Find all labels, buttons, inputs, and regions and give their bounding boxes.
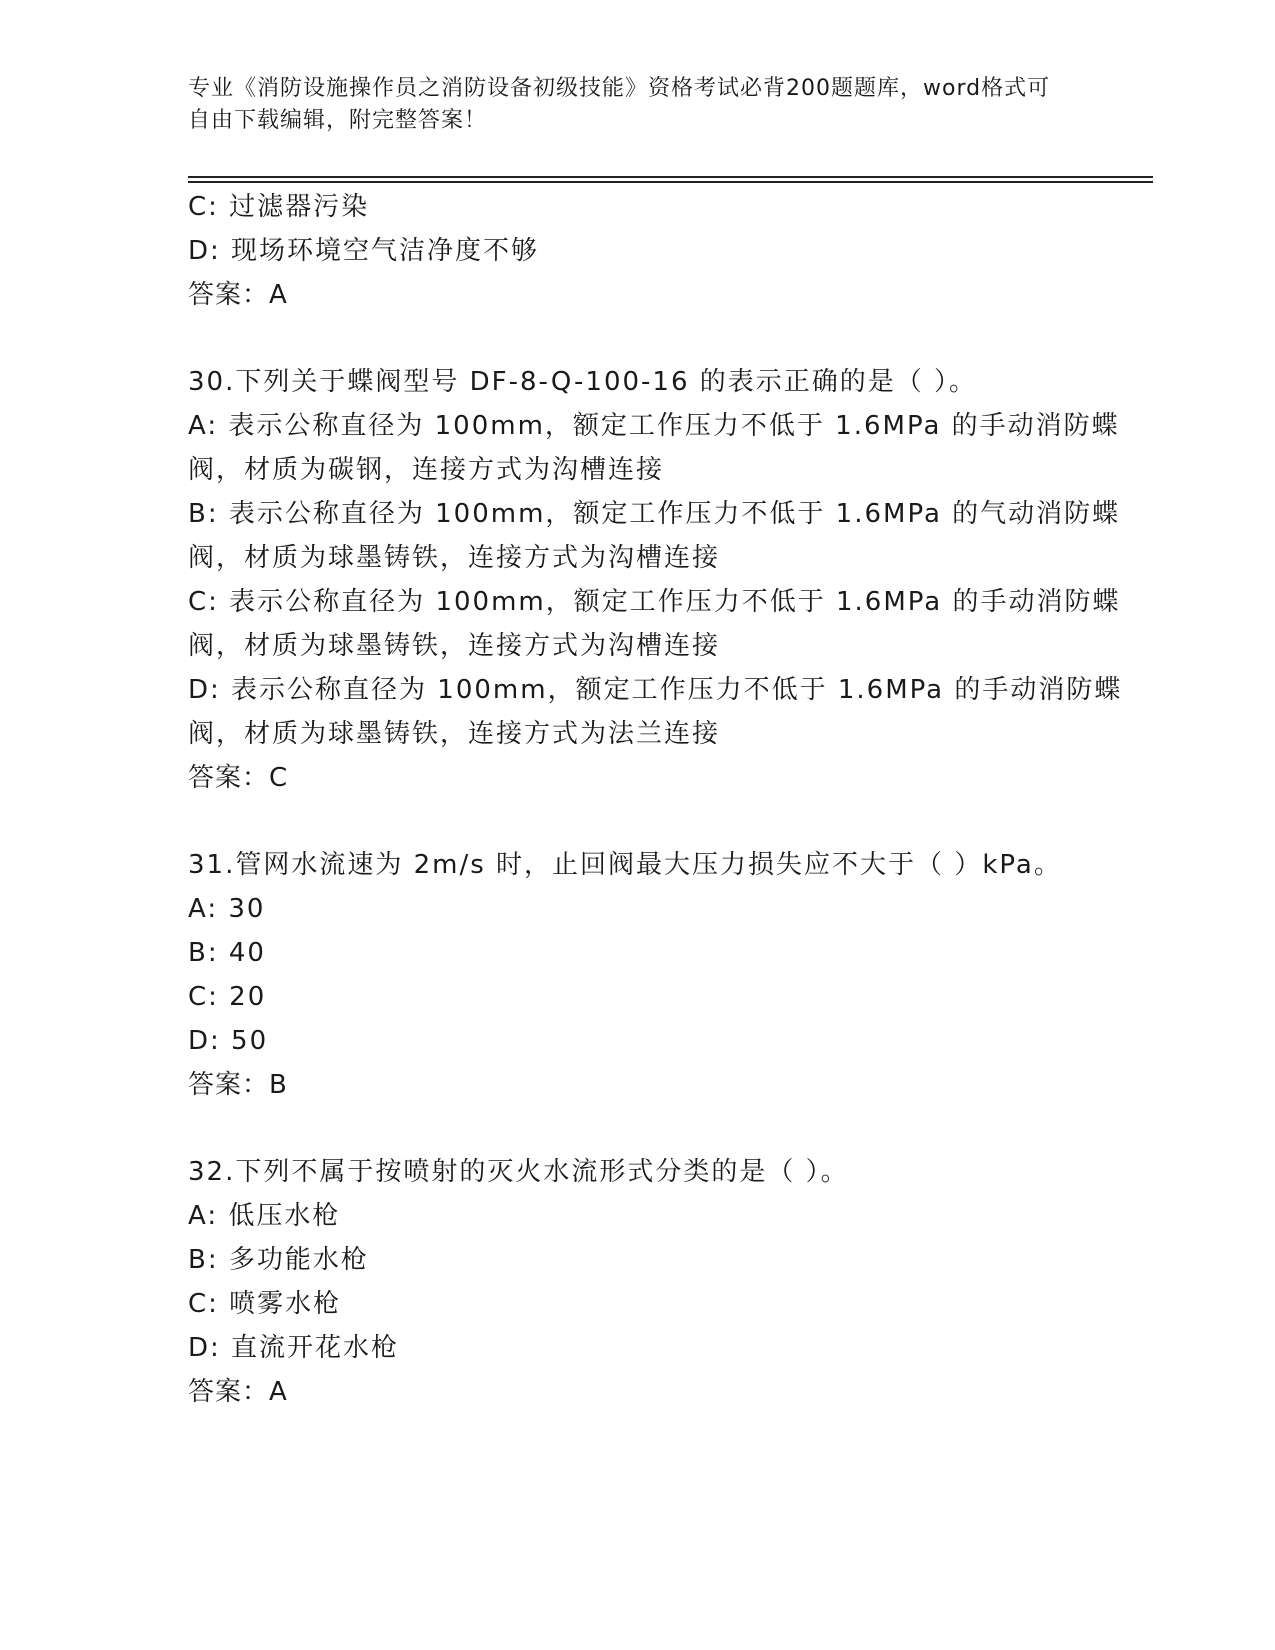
- q30-option-b-line2: 阀，材质为球墨铸铁，连接方式为沟槽连接: [188, 543, 721, 573]
- q30-option-c-line1: C: 表示公称直径为 100mm，额定工作压力不低于 1.6MPa 的手动消防蝶: [188, 587, 1121, 617]
- q32-option-d: D: 直流开花水枪: [188, 1333, 400, 1363]
- question-31-stem: 31.管网水流速为 2m/s 时，止回阀最大压力损失应不大于（ ）kPa。: [188, 850, 1062, 880]
- q32-option-c: C: 喷雾水枪: [188, 1289, 342, 1319]
- header-rule-bottom: [188, 181, 1153, 183]
- q31-option-c: C: 20: [188, 982, 267, 1012]
- q30-option-d-line2: 阀，材质为球墨铸铁，连接方式为法兰连接: [188, 719, 721, 749]
- q31-option-d: D: 50: [188, 1026, 269, 1056]
- q30-option-a-line1: A: 表示公称直径为 100mm，额定工作压力不低于 1.6MPa 的手动消防蝶: [188, 411, 1120, 441]
- q30-answer: 答案：C: [188, 763, 289, 793]
- answer-label: 答案：A: [188, 280, 288, 310]
- document-header: 专业《消防设施操作员之消防设备初级技能》资格考试必背200题题库，word格式可自由下载编辑，附完整答案！: [188, 76, 1051, 133]
- q32-option-b: B: 多功能水枪: [188, 1245, 369, 1275]
- q31-answer: 答案：B: [188, 1070, 288, 1100]
- q32-option-a: A: 低压水枪: [188, 1201, 341, 1231]
- q30-option-c-line2: 阀，材质为球墨铸铁，连接方式为沟槽连接: [188, 631, 721, 661]
- q30-option-d-line1: D: 表示公称直径为 100mm，额定工作压力不低于 1.6MPa 的手动消防蝶: [188, 675, 1123, 705]
- header-rule-top: [188, 176, 1153, 178]
- q30-option-b-line1: B: 表示公称直径为 100mm，额定工作压力不低于 1.6MPa 的气动消防蝶: [188, 499, 1121, 529]
- option-c: C: 过滤器污染: [188, 192, 370, 222]
- question-30-stem: 30.下列关于蝶阀型号 DF-8-Q-100-16 的表示正确的是（ ）。: [188, 367, 978, 397]
- q31-option-a: A: 30: [188, 894, 266, 924]
- q30-option-a-line2: 阀，材质为碳钢，连接方式为沟槽连接: [188, 455, 665, 485]
- question-32-stem: 32.下列不属于按喷射的灭火水流形式分类的是（ ）。: [188, 1157, 849, 1187]
- q31-option-b: B: 40: [188, 938, 266, 968]
- q32-answer: 答案：A: [188, 1377, 288, 1407]
- option-d: D: 现场环境空气洁净度不够: [188, 236, 540, 266]
